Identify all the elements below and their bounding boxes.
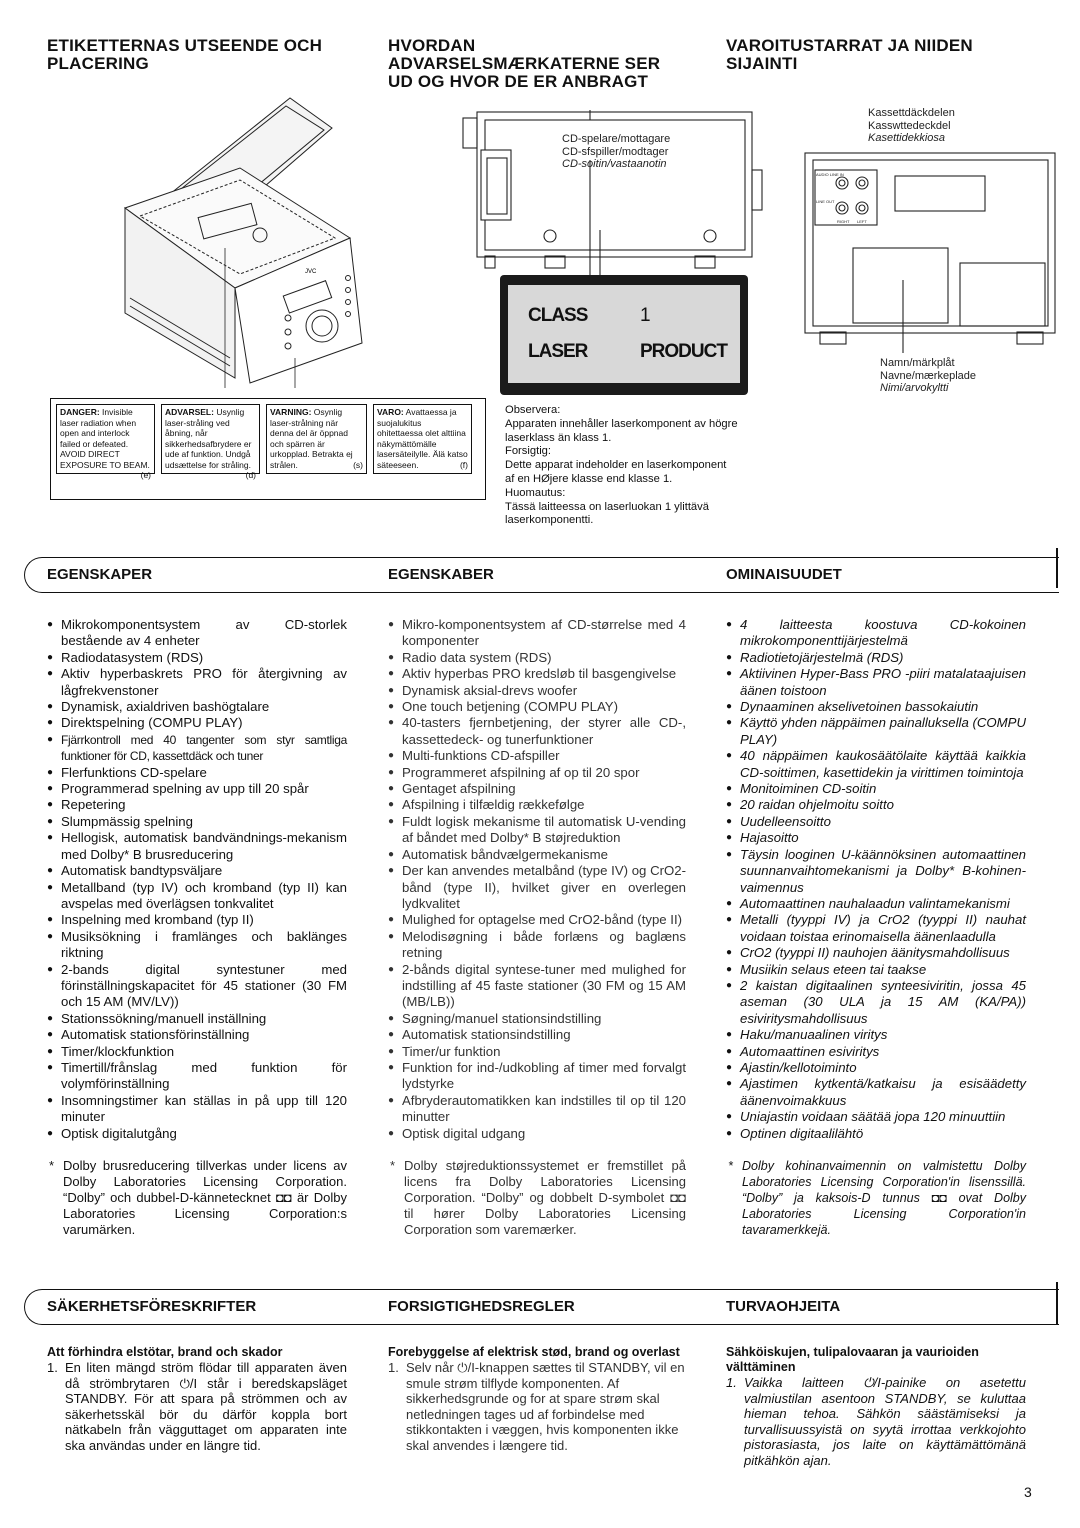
feature-item: ● Optinen digitaalilähtö (726, 1126, 1026, 1142)
warning-head: VARNING: (270, 407, 312, 417)
feature-item: ● Musiksökning i framlänges och baklänges riktning (47, 929, 347, 962)
feature-item: ● Fjärrkontroll med 40 tangenter som styr samtliga funktioner för CD, kassettdäck och tuner (47, 732, 347, 765)
feature-item: ● Hellogisk, automatisk bandvändnings-mekanism med Dolby* B brusreducering (47, 830, 347, 863)
feature-item: ● Hajasoitto (726, 830, 1026, 846)
feature-item: ● Programmerad spelning av upp till 20 spår (47, 781, 347, 797)
feature-item: ● Der kan anvendes metalbånd (type IV) og CrO2-bånd (type II), hvilket giver en overlegen lydkvalitet (388, 863, 686, 912)
feature-item: ● Insomningstimer kan ställas in på upp till 120 minuter (47, 1093, 347, 1126)
safety-item-sv (47, 1360, 347, 1453)
feature-item: ● Monitoiminen CD-soitin (726, 781, 1026, 797)
feature-item: ● 2 kaistan digitaalinen synteesiviritin, jossa 45 aseman (30 ULA ja 15 AM (KA/PA)) esiviritysmahdollisuus (726, 978, 1026, 1027)
feature-item: ● Radio data system (RDS) (388, 650, 686, 666)
observe-line: Observera: (505, 404, 561, 416)
label-cassette-da: Kasswttedeckdel (868, 119, 951, 132)
label-nameplate-fi: Nimi/arvokyltti (880, 382, 949, 394)
feature-item: ● Metalli (tyyppi IV) ja CrO2 (tyyppi II) nauhat voidaan toistaa erinomaisella äänenlaadulla (726, 912, 1026, 945)
observe-line: Forsigtig: (505, 445, 552, 458)
features-header-da: EGENSKABER (388, 566, 494, 583)
observe-line: Tässä laitteessa on laserluokan 1 ylittävä (505, 500, 709, 513)
label-nameplate-da: Navne/mærkeplade (880, 369, 976, 382)
brand-logo: JVC (305, 269, 317, 275)
laser-text: LASER (528, 341, 588, 362)
product-text: PRODUCT (640, 341, 727, 362)
laser-class-number: 1 (640, 305, 651, 326)
feature-item: ● 40-tasters fjernbetjening, der styrer alle CD-, kassettedeck- og tunerfunktioner (388, 715, 686, 748)
feature-item: ● One touch betjening (COMPU PLAY) (388, 699, 686, 715)
safety-title-sv: Att förhindra elstötar, brand och skador (47, 1345, 283, 1359)
feature-item: ● Aktiivinen Hyper-Bass PRO -piiri matalataajuisen äänen toistoon (726, 666, 1026, 699)
feature-item: ● Fuldt logisk mekanisme til automatisk U-vending af båndet med Dolby* B støjreduktion (388, 814, 686, 847)
features-sv (47, 617, 347, 1238)
page-number: 3 (1024, 1484, 1032, 1500)
safety-sv (47, 1345, 347, 1453)
feature-item: ● Stationssökning/manuell inställning (47, 1011, 347, 1027)
feature-item: ● Inspelning med kromband (typ II) (47, 912, 347, 928)
label-cassette-fi: Kasettidekkiosa (868, 132, 946, 144)
feature-item: ● Musiikin selaus eteen tai taakse (726, 962, 1026, 978)
safety-text-sv: En liten mängd ström flödar till apparaten även då strömbrytaren ⏻/I står i beredskapsläget STANDBY. För att spara på strömmen och av säkerhetsskäl bör du därför koppla bort nätkabeln från vägguttaget om apparaten inte ska användas under en längre tid. (65, 1360, 347, 1453)
safety-text-fi: Vaikka laitteen ⏻/I-painike on asetettu valmiustilan asentoon STANDBY, se kuluttaa hieman tehoa. Sähkön säästämiseksi ja turvallisuussyistä on syytä irrottaa verkkojohto pistorasiasta, jos laite on käyttämättömänä pitkähkön ajan. (744, 1375, 1026, 1468)
label-nameplate-sv: Namn/märkplåt (880, 357, 955, 369)
label-nameplate (880, 357, 976, 395)
feature-item: ● Dynamisk aksial-drevs woofer (388, 683, 686, 699)
feature-item: ● Radiotietojärjestelmä (RDS) (726, 650, 1026, 666)
feature-item: ● Automaattinen nauhalaadun valintamekanismi (726, 896, 1026, 912)
cd-receiver-illustration (455, 100, 775, 280)
laser-class-label (500, 275, 748, 395)
feature-item: ● Optisk digitalutgång (47, 1126, 347, 1142)
features-header-fi: OMINAISUUDET (726, 566, 842, 583)
heading-sv-line2: PLACERING (47, 54, 149, 73)
safety-header-da: FORSIGTIGHEDSREGLER (388, 1298, 575, 1315)
feature-item: ● Metallband (typ IV) och kromband (typ II) kan avspelas med överlägsen tonkvalitet (47, 880, 347, 913)
feature-item: ● 4 laitteesta koostuva CD-kokoinen mikrokomponenttijärjestelmä (726, 617, 1026, 650)
warning-label-sv (266, 404, 367, 474)
feature-item: ● Käyttö yhden näppäimen painalluksella (COMPU PLAY) (726, 715, 1026, 748)
feature-item: ● Dynamisk, axialdriven bashögtalare (47, 699, 347, 715)
feature-item: ● Automatisk stationsindstilling (388, 1027, 686, 1043)
feature-item: ● Afbryderautomatikken kan indstilles til op til 120 minutter (388, 1093, 686, 1126)
feature-item: ● Automaattinen esiviritys (726, 1044, 1026, 1060)
label-cd-sv: CD-spelare/mottagare (562, 133, 671, 145)
safety-item-da (388, 1360, 686, 1453)
feature-item: ● Timertill/frånslag med funktion för volymförinställning (47, 1060, 347, 1093)
dolby-note-da: * Dolby støjreduktionssystemet er fremstillet på licens fra Dolby Laboratories Licensing Corporation. “Dolby” og dobbelt D-symbolet ◘◘ til hører Dolby Laboratories Licensing Corporation som varemærker. (388, 1158, 686, 1238)
features-header-bar (24, 557, 1059, 593)
jack-line-out: LINE OUT (816, 199, 835, 204)
heading-fi (726, 37, 973, 73)
cassette-deck-illustration (795, 148, 1065, 353)
warning-head: DANGER: (60, 407, 100, 417)
safety-item-fi (726, 1375, 1026, 1468)
observe-line: Huomautus: (505, 486, 566, 499)
features-da (388, 617, 686, 1238)
warning-text: Avattaessa ja suojalukitus ohitettaessa olet alttiina näkymättömälle lasersäteilylle. Älä katso säteeseen. (377, 407, 468, 470)
features-fi (726, 617, 1026, 1238)
feature-item: ● 40 näppäimen kaukosäätölaite käyttää kaikkia CD-soittimen, kasettidekin ja virittimen toimintoja (726, 748, 1026, 781)
feature-item: ● Mikro-komponentsystem af CD-størrelse med 4 komponenter (388, 617, 686, 650)
safety-num: 1. (726, 1375, 737, 1390)
feature-item: ● 2-bånds digital syntese-tuner med mulighed for indstilling af 45 faste stationer (30 FM og 15 AM (MB/LB)) (388, 962, 686, 1011)
label-cd-da: CD-sfspiller/modtager (562, 145, 669, 158)
heading-da (388, 37, 660, 91)
label-cassette (868, 107, 955, 145)
feature-item: ● Dynaaminen akselivetoinen bassokaiutin (726, 699, 1026, 715)
feature-item: ● Mikrokomponentsystem av CD-storlek bestående av 4 enheter (47, 617, 347, 650)
safety-header-sv: SÄKERHETSFÖRESKRIFTER (47, 1298, 257, 1315)
warning-code: (f) (459, 459, 468, 470)
safety-num: 1. (388, 1360, 399, 1375)
heading-da-line1: HVORDAN (388, 36, 476, 55)
feature-item: ● Radiodatasystem (RDS) (47, 650, 347, 666)
feature-item: ● Timer/ur funktion (388, 1044, 686, 1060)
feature-item: ● Mulighed for optagelse med CrO2-bånd (type II) (388, 912, 686, 928)
dolby-note-sv: * Dolby brusreducering tillverkas under licens av Dolby Laboratories Licensing Corporation. “Dolby” och dubbel-D-kännetecknet ◘◘ är Dolby Laboratories Licensing Corporation:s varumärken. (47, 1158, 347, 1238)
feature-item: ● Flerfunktions CD-spelare (47, 765, 347, 781)
warning-head: ADVARSEL: (165, 407, 214, 417)
safety-num: 1. (47, 1360, 58, 1375)
jack-left: LEFT (857, 219, 867, 224)
observe-line: Dette apparat indeholder en laserkomponent (505, 459, 727, 472)
feature-item: ● Afspilning i tilfældig rækkefølge (388, 797, 686, 813)
safety-text-da: Selv når ⏻/I-knappen sættes til STANDBY, vil en smule strøm tilflyde komponenten. Af sikkerhedsgrunde og for at spare strøm skal netledningen tages ud af forbindelse med stikkontakten i væggen, hvis komponenten ikke skal anvendes i længere tid. (406, 1360, 685, 1453)
feature-item: ● Automatisk stationsförinställning (47, 1027, 347, 1043)
label-cd-receiver (562, 133, 670, 171)
feature-item: ● Slumpmässig spelning (47, 814, 347, 830)
safety-title-da: Forebyggelse af elektrisk stød, brand og overlast (388, 1345, 680, 1359)
heading-sv (47, 37, 322, 73)
dolby-note-fi: * Dolby kohinanvaimennin on valmistettu Dolby Laboratories Licensing Corporation'in lisenssillä. “Dolby” ja kaksois-D tunnus ◘◘ ovat Dolby Laboratories Licensing Corporation'in tavaramerkkejä. (726, 1158, 1026, 1238)
warning-label-da (161, 404, 260, 480)
warning-text: Usynlig laser-stråling ved åbning, når sikkerhedsafbrydere er ude af funktion. Undgå udsættelse for stråling. (165, 407, 252, 470)
label-cassette-sv: Kassettdäckdelen (868, 107, 955, 119)
feature-item: ● Aktiv hyperbas PRO kredsløb til basgengivelse (388, 666, 686, 682)
observe-line: laserklass än klass 1. (505, 431, 612, 444)
warning-code: (e) (140, 470, 151, 480)
warning-code: (d) (245, 470, 256, 480)
warning-head: VARO: (377, 407, 404, 417)
heading-fi-line1: VAROITUSTARRAT JA NIIDEN (726, 36, 973, 55)
heading-da-line2: ADVARSELSMÆRKATERNE SER (388, 54, 661, 73)
feature-item: ● Melodisøgning i både forlæns og baglæns retning (388, 929, 686, 962)
observe-line: Apparaten innehåller laserkomponent av högre (505, 417, 738, 430)
jack-line-in: AUDIO LINE IN (816, 172, 844, 177)
safety-title-fi: Sähköiskujen, tulipalovaaran ja vaurioiden välttäminen (726, 1345, 979, 1374)
laser-class-text: CLASS (528, 305, 588, 326)
heading-sv-line1: ETIKETTERNAS UTSEENDE OCH (47, 36, 323, 55)
feature-item: ● Täysin looginen U-käännöksinen automaattinen suunnanvaihtomekanismi ja Dolby* B-kohinen-vaimennus (726, 847, 1026, 896)
warning-code: (s) (353, 459, 363, 470)
feature-item: ● Funktion for ind-/udkobling af timer med forvalgt lydstyrke (388, 1060, 686, 1093)
safety-header-fi: TURVAOHJEITA (726, 1298, 841, 1315)
observe-line: af en HØjere klasse end klasse 1. (505, 472, 673, 485)
feature-item: ● CrO2 (tyyppi II) nauhojen äänitysmahdollisuus (726, 945, 1026, 961)
safety-da (388, 1345, 686, 1453)
feature-item: ● Repetering (47, 797, 347, 813)
warning-label-en (56, 404, 155, 480)
feature-item: ● Optisk digital udgang (388, 1126, 686, 1142)
features-header-sv: EGENSKAPER (47, 566, 153, 583)
observe-line: laserkomponentti. (505, 514, 594, 527)
label-cd-fi: CD-soitin/vastaanotin (562, 158, 667, 170)
feature-item: ● Automatisk bandtypsväljare (47, 863, 347, 879)
heading-da-line3: UD OG HVOR DE ER ANBRAGT (388, 72, 649, 91)
warning-text: Invisible laser radiation when open and interlock failed or defeated. AVOID DIRECT EXPOSURE TO BEAM. (60, 407, 150, 470)
jack-right: RIGHT (837, 219, 850, 224)
feature-item: ● Multi-funktions CD-afspiller (388, 748, 686, 764)
heading-fi-line2: SIJAINTI (726, 54, 798, 73)
feature-item: ● Gentaget afspilning (388, 781, 686, 797)
feature-item: ● Haku/manuaalinen viritys (726, 1027, 1026, 1043)
feature-item: ● Uniajastin voidaan säätää jopa 120 minuuttiin (726, 1109, 1026, 1125)
feature-item: ● 20 raidan ohjelmoitu soitto (726, 797, 1026, 813)
safety-fi (726, 1345, 1026, 1468)
feature-item: ● Ajastin/kellotoiminto (726, 1060, 1026, 1076)
feature-item: ● Ajastimen kytkentä/katkaisu ja esisäädetty äänenvoimakkuus (726, 1076, 1026, 1109)
feature-item: ● Programmeret afspilning af op til 20 spor (388, 765, 686, 781)
feature-item: ● Timer/klockfunktion (47, 1044, 347, 1060)
feature-item: ● Automatisk båndvælgermekanisme (388, 847, 686, 863)
feature-item: ● Uudelleensoitto (726, 814, 1026, 830)
warning-text: Osynlig laser-strålning när denna del är öppnad och spärren är urkopplad. Betrakta ej strålen. (270, 407, 353, 470)
feature-item: ● Direktspelning (COMPU PLAY) (47, 715, 347, 731)
warning-label-fi (373, 404, 472, 474)
laser-observe-notice (505, 404, 738, 528)
feature-item: ● Aktiv hyperbaskrets PRO för återgivning av lågfrekvenstoner (47, 666, 347, 699)
feature-item: ● Søgning/manuel stationsindstilling (388, 1011, 686, 1027)
micro-system-illustration (100, 88, 380, 388)
feature-item: ● 2-bands digital syntestuner med förinställningskapacitet för 45 stationer (30 FM och 15 AM (MV/LV)) (47, 962, 347, 1011)
